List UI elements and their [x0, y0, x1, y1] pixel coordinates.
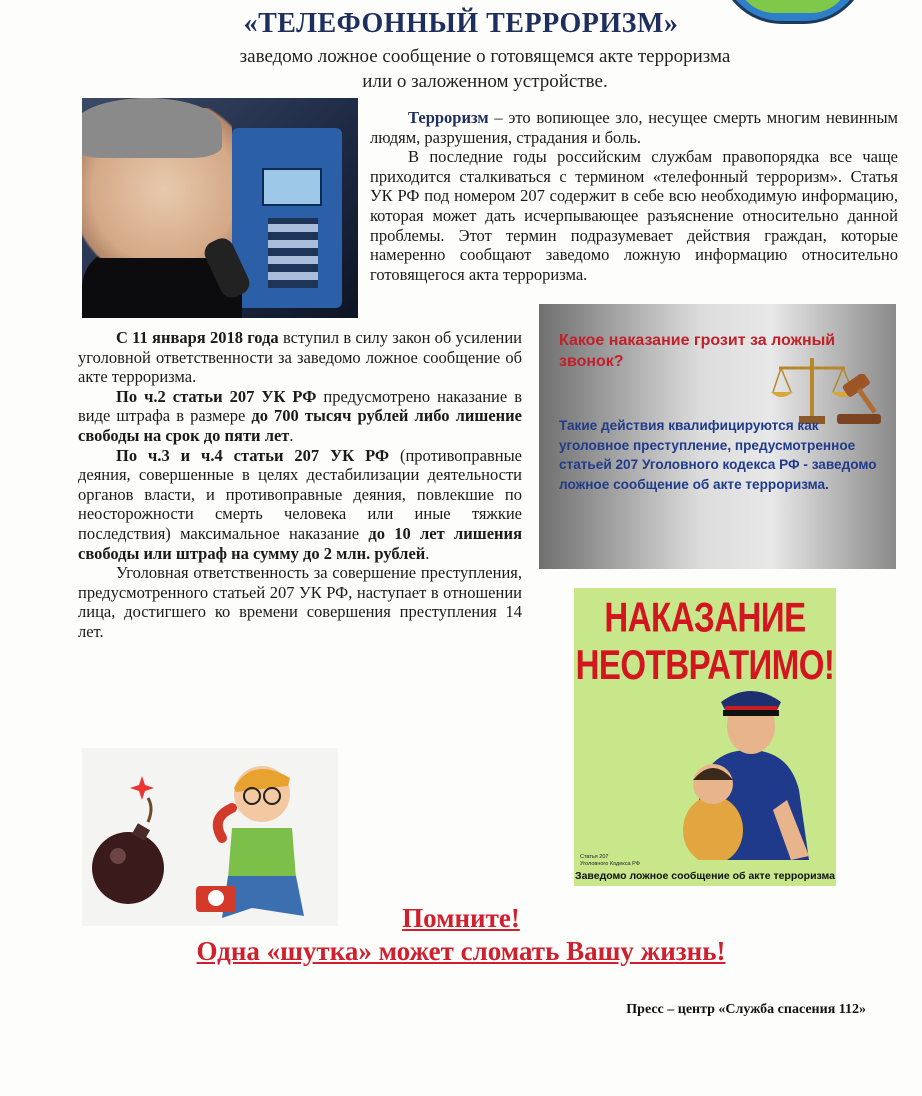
page-subtitle	[170, 44, 800, 94]
intro-paragraph-2: В последние годы российским службам правопорядка все чаще приходится сталкиваться с термином «телефонный терроризм». Статья УК РФ под номером 207 содержит в себе всю необходимую информацию, которая может дать исчерпывающее разъяснение относительно данной проблемы. Этот термин подразумевает действия граждан, которые намеренно сообщают заведомо ложную информацию относительно готовящегося акта терроризма.	[370, 147, 898, 284]
law-part2-ref: По ч.2 статьи 207 УК РФ	[116, 386, 317, 406]
closing-line-1: Помните!	[402, 903, 520, 933]
law-p3-penalty: до 10 лет лишения свободы или штраф на сумму до 2 млн. рублей	[78, 523, 522, 563]
closing-line-2: Одна «шутка» может сломать Вашу жизнь!	[196, 936, 726, 966]
punishment-info-box	[539, 304, 896, 569]
law-date: С 11 января 2018 года	[116, 328, 279, 347]
terrorism-definition: – это вопиющее зло, несущее смерть многим невинным людям, разрушения, страдания и боль.	[370, 108, 898, 147]
unavoidable-punishment-poster	[574, 588, 836, 886]
law-p2-end: .	[289, 425, 294, 445]
page-title: «ТЕЛЕФОННЫЙ ТЕРРОРИЗМ»	[243, 8, 679, 39]
poster-title-line-2: НЕОТВРАТИМО!	[575, 641, 835, 688]
press-center-signature: Пресс – центр «Служба спасения 112»	[626, 1002, 866, 1017]
intro-text	[370, 108, 898, 284]
police-officer-illustration	[669, 680, 819, 860]
term-terrorism: Терроризм	[408, 108, 489, 127]
closing-message	[0, 902, 922, 968]
subtitle-line-2: или о заложенном устройстве.	[362, 71, 608, 92]
law-p4-text: Уголовная ответственность за совершение преступления, предусмотренного статьей 207 УК РФ, наступает в отношении лица, достигшего ко времени совершения преступления 14 лет.	[78, 563, 522, 641]
law-p3-end: .	[425, 543, 430, 563]
kid-phone-bomb-illustration	[82, 748, 338, 926]
poster-footer: Заведомо ложное сообщение об акте терроризма	[575, 870, 835, 882]
law-p2-text: предусмотрено наказание в виде штрафа в размере	[78, 386, 522, 426]
poster-small-line-1: Статья 207	[580, 854, 609, 860]
bomb-icon	[82, 748, 338, 926]
law-text	[78, 328, 522, 642]
law-part3-ref: По ч.3 и ч.4 статьи 207 УК РФ	[116, 445, 390, 465]
law-p3-text: (противоправные деяния, совершенные в целях дестабилизации деятельности органов власти, и противоправные деяния, повлекшие по неосторожности смерть человека или иные тяжкие последствия) максимальное наказание	[78, 445, 522, 543]
law-p1-text: вступил в силу закон об усилении уголовной ответственности за заведомо ложное сообщение об акте терроризма.	[78, 328, 523, 387]
poster-title-line-1: НАКАЗАНИЕ	[604, 594, 806, 641]
poster-article-caption	[580, 854, 660, 868]
poster-small-line-2: Уголовного Кодекса РФ	[580, 861, 640, 867]
payphone-photo	[82, 98, 358, 318]
punishment-description: Такие действия квалифицируются как уголовное преступление, предусмотренное статьей 207 Уголовного кодекса РФ - заведомо ложное сообщение об акте терроризма.	[559, 418, 877, 492]
punishment-question: Какое наказание грозит за ложный звонок?	[559, 332, 836, 370]
subtitle-line-1: заведомо ложное сообщение о готовящемся акте терроризма	[239, 46, 731, 67]
poster-title	[574, 594, 836, 689]
law-p2-penalty: до 700 тысяч рублей либо лишение свободы на срок до пяти лет	[78, 406, 522, 445]
